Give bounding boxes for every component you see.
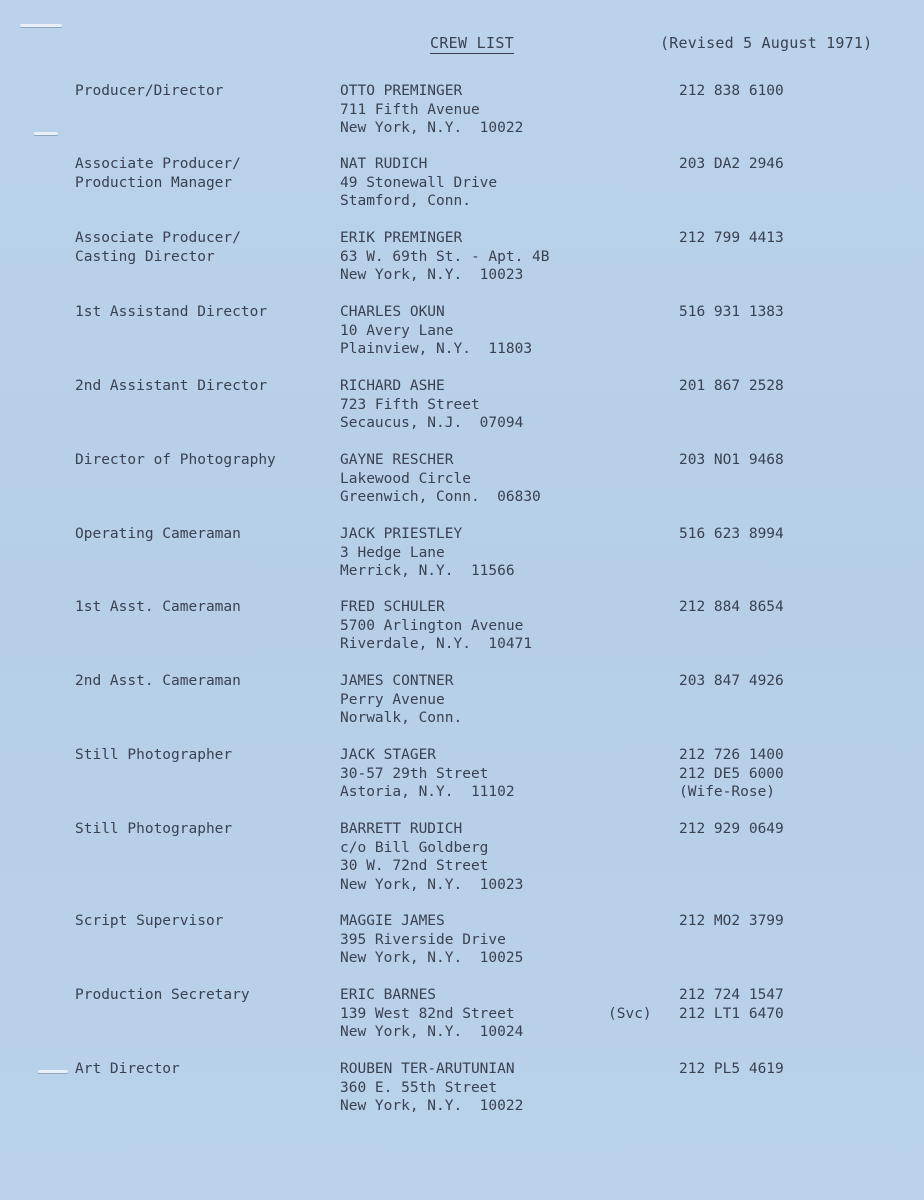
crew-phone xyxy=(679,303,784,322)
crew-address-line: ROUBEN TER-ARUTUNIAN xyxy=(340,1061,515,1077)
crew-phone xyxy=(679,82,784,101)
crew-phone xyxy=(679,672,784,691)
crew-role-line: Production Secretary xyxy=(75,987,250,1003)
crew-phone-line: 212 MO2 3799 xyxy=(679,913,784,929)
crew-address-line: New York, N.Y. 10024 xyxy=(340,1024,524,1040)
crew-address-line: 49 Stonewall Drive xyxy=(340,174,498,191)
crew-role xyxy=(75,1060,180,1079)
crew-role-line: 1st Asst. Cameraman xyxy=(75,599,241,615)
crew-phone xyxy=(679,820,784,839)
crew-address-line: 723 Fifth Street xyxy=(340,396,480,413)
crew-phone xyxy=(679,377,784,396)
crew-address xyxy=(340,820,523,894)
crew-phone-line: 212 PL5 4619 xyxy=(679,1061,784,1077)
crew-phone-line: 212 DE5 6000 xyxy=(679,765,784,782)
crew-role xyxy=(75,672,241,691)
crew-address-line: Merrick, N.Y. 11566 xyxy=(340,563,515,579)
staple-mark-top xyxy=(20,24,62,27)
crew-address-line: 5700 Arlington Avenue xyxy=(340,617,524,634)
crew-role-line: Script Supervisor xyxy=(75,913,224,929)
crew-address-line: RICHARD ASHE xyxy=(340,378,445,394)
crew-role-line: 2nd Assistant Director xyxy=(75,378,268,394)
crew-phone xyxy=(679,155,784,174)
crew-role-line: Producer/Director xyxy=(75,83,224,99)
staple-mark-bottom xyxy=(38,1070,68,1073)
crew-phone-line: 212 LT1 6470 xyxy=(679,1005,784,1022)
crew-address xyxy=(340,525,515,581)
crew-role xyxy=(75,82,223,101)
crew-phone xyxy=(679,746,784,802)
crew-role-line: Still Photographer xyxy=(75,747,233,763)
crew-address-line: New York, N.Y. 10023 xyxy=(340,876,524,893)
crew-role-line: Associate Producer/ xyxy=(75,156,241,172)
crew-address xyxy=(340,82,523,138)
crew-phone xyxy=(679,451,784,470)
crew-address xyxy=(340,986,523,1042)
crew-phone-line: 203 NO1 9468 xyxy=(679,452,784,468)
crew-address-line: ERIK PREMINGER xyxy=(340,230,463,246)
crew-address xyxy=(340,303,532,359)
crew-role-line: Associate Producer/ xyxy=(75,230,241,246)
crew-address-line: BARRETT RUDICH xyxy=(340,821,463,837)
crew-address-line: New York, N.Y. 10022 xyxy=(340,1098,524,1114)
crew-address-line: 10 Avery Lane xyxy=(340,322,454,339)
crew-address-line: GAYNE RESCHER xyxy=(340,452,454,468)
crew-address-line: CHARLES OKUN xyxy=(340,304,445,320)
crew-phone-line: 212 884 8654 xyxy=(679,599,784,615)
crew-phone xyxy=(679,229,784,248)
crew-role-line: 2nd Asst. Cameraman xyxy=(75,673,241,689)
crew-address-line: Astoria, N.Y. 11102 xyxy=(340,784,515,800)
crew-address-line: ERIC BARNES xyxy=(340,987,437,1003)
crew-address-line: Riverdale, N.Y. 10471 xyxy=(340,636,533,652)
crew-role-line: Still Photographer xyxy=(75,821,233,837)
crew-address-line: JACK PRIESTLEY xyxy=(340,526,463,542)
crew-address xyxy=(340,1060,523,1116)
crew-address-line: MAGGIE JAMES xyxy=(340,913,445,929)
crew-role xyxy=(75,229,241,266)
crew-address-line: 3 Hedge Lane xyxy=(340,544,445,561)
crew-phone-line: 203 847 4926 xyxy=(679,673,784,689)
crew-address-line: Secaucus, N.J. 07094 xyxy=(340,415,524,431)
crew-address-line: 139 West 82nd Street xyxy=(340,1005,515,1022)
crew-address-line: 30 W. 72nd Street xyxy=(340,858,489,874)
crew-phone-line: (Wife-Rose) xyxy=(679,784,776,800)
crew-address-line: Norwalk, Conn. xyxy=(340,710,463,726)
crew-role-line: Operating Cameraman xyxy=(75,526,241,542)
crew-address-line: 360 E. 55th Street xyxy=(340,1079,498,1096)
crew-role-line: Production Manager xyxy=(75,174,233,191)
crew-address-line: JACK STAGER xyxy=(340,747,437,763)
crew-address xyxy=(340,451,541,507)
crew-phone-line: 212 726 1400 xyxy=(679,747,784,763)
crew-address-line: 395 Riverside Drive xyxy=(340,931,506,948)
crew-role xyxy=(75,598,241,617)
crew-phone-line: 212 799 4413 xyxy=(679,230,784,246)
crew-role xyxy=(75,451,276,470)
crew-address-line: 711 Fifth Avenue xyxy=(340,101,480,118)
crew-phone-line: 212 724 1547 xyxy=(679,987,784,1003)
crew-role-line: Art Director xyxy=(75,1061,180,1077)
crew-address-line: Greenwich, Conn. 06830 xyxy=(340,489,541,505)
crew-address xyxy=(340,155,497,211)
crew-list-title: CREW LIST xyxy=(430,34,514,52)
crew-phone xyxy=(679,1060,784,1079)
crew-phone-line: 201 867 2528 xyxy=(679,378,784,394)
crew-phone xyxy=(679,598,784,617)
crew-address xyxy=(340,598,532,654)
crew-address-line: 63 W. 69th St. - Apt. 4B xyxy=(340,248,550,265)
crew-address-line: Stamford, Conn. xyxy=(340,193,471,209)
crew-phone xyxy=(679,986,784,1023)
crew-role xyxy=(75,986,250,1005)
revision-date: (Revised 5 August 1971) xyxy=(660,34,873,52)
crew-address-line: c/o Bill Goldberg xyxy=(340,839,489,856)
crew-role xyxy=(75,525,241,544)
crew-address xyxy=(340,672,462,728)
crew-role-line: 1st Assistand Director xyxy=(75,304,268,320)
crew-address-line: 30-57 29th Street xyxy=(340,765,489,782)
crew-address-line: JAMES CONTNER xyxy=(340,673,454,689)
crew-phone-line: 203 DA2 2946 xyxy=(679,156,784,172)
crew-role xyxy=(75,155,241,192)
crew-role-line: Director of Photography xyxy=(75,452,276,468)
crew-address-line: OTTO PREMINGER xyxy=(340,83,463,99)
crew-role-line: Casting Director xyxy=(75,248,215,265)
crew-phone-line: 212 929 0649 xyxy=(679,821,784,837)
staple-mark-middle xyxy=(34,132,58,135)
crew-address-line: New York, N.Y. 10025 xyxy=(340,950,524,966)
crew-phone-line: 212 838 6100 xyxy=(679,83,784,99)
crew-address-line: Plainview, N.Y. 11803 xyxy=(340,341,533,357)
crew-address xyxy=(340,912,523,968)
crew-role xyxy=(75,377,267,396)
crew-role xyxy=(75,820,232,839)
crew-address-line: New York, N.Y. 10023 xyxy=(340,267,524,283)
crew-address-line: FRED SCHULER xyxy=(340,599,445,615)
crew-address-line: Lakewood Circle xyxy=(340,470,471,487)
crew-address xyxy=(340,746,515,802)
crew-address-line: New York, N.Y. 10022 xyxy=(340,120,524,136)
crew-address-line: NAT RUDICH xyxy=(340,156,428,172)
crew-phone xyxy=(679,525,784,544)
crew-role xyxy=(75,746,232,765)
crew-phone-note: (Svc) xyxy=(608,1005,652,1022)
crew-role xyxy=(75,303,267,322)
crew-address-line: Perry Avenue xyxy=(340,691,445,708)
crew-role xyxy=(75,912,223,931)
crew-phone-line: 516 623 8994 xyxy=(679,526,784,542)
crew-phone-line: 516 931 1383 xyxy=(679,304,784,320)
crew-phone xyxy=(679,912,784,931)
crew-address xyxy=(340,229,550,285)
crew-address xyxy=(340,377,523,433)
